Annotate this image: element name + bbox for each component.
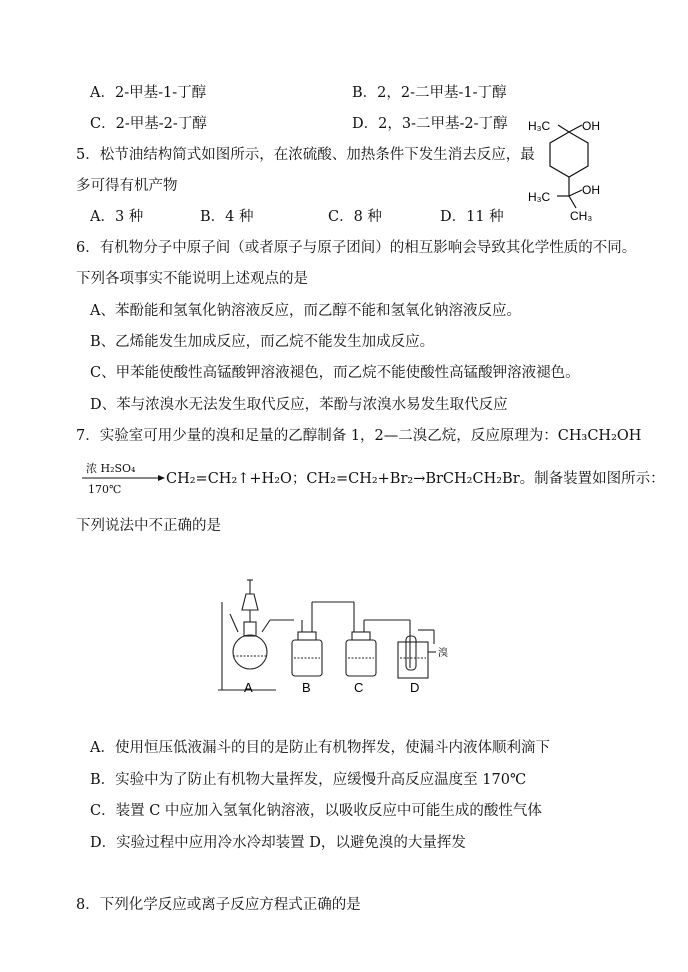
q7-option-a: A．使用恒压低液漏斗的目的是防止有机物挥发，使漏斗内液体顺利滴下 — [90, 740, 550, 756]
q4-option-b: B．2，2-二甲基-1-丁醇 — [352, 85, 507, 101]
q8-stem-line1: 8．下列化学反应或离子反应方程式正确的是 — [76, 897, 361, 913]
q7-stem-line2: CH₂=CH₂↑+H₂O；CH₂=CH₂+Br₂→BrCH₂CH₂Br。制备装置如图所示： — [166, 471, 665, 487]
struct-label-bottom-right: OH — [582, 183, 600, 197]
q7-apparatus-label-a: A — [244, 680, 253, 695]
struct-label-top-left: H₃C — [528, 119, 551, 133]
q5-structure-diagram — [524, 112, 634, 228]
struct-label-top-right: OH — [582, 119, 600, 133]
q7-stem-line3: 下列说法中不正确的是 — [76, 518, 221, 534]
q5-option-b: B．4 种 — [200, 209, 254, 225]
q4-option-c: C．2-甲基-2-丁醇 — [90, 116, 207, 132]
q6-option-b: B、乙烯能发生加成反应，而乙烷不能发生加成反应。 — [90, 334, 435, 350]
q7-apparatus-label-c: C — [354, 680, 364, 695]
q5-stem-line2: 多可得有机产物 — [76, 178, 178, 194]
q7-bromine-label: 溴 — [438, 648, 448, 659]
q6-option-a: A、苯酚能和氢氧化钠溶液反应，而乙醇不能和氢氧化钠溶液反应。 — [90, 303, 521, 319]
q6-stem-line1: 6．有机物分子中原子间（或者原子与原子团间）的相互影响会导致其化学性质的不同。 — [76, 240, 637, 256]
q5-stem-line1: 5．松节油结构简式如图所示，在浓硫酸、加热条件下发生消去反应，最 — [76, 147, 535, 163]
q7-option-b: B．实验中为了防止有机物大量挥发，应缓慢升高反应温度至 170℃ — [90, 772, 527, 788]
q7-apparatus-label-b: B — [302, 680, 311, 695]
q7-reaction-condition-bottom: 170℃ — [88, 483, 122, 496]
q5-option-d: D．11 种 — [440, 209, 504, 225]
q5-option-c: C．8 种 — [328, 209, 382, 225]
q4-option-a: A．2-甲基-1-丁醇 — [90, 85, 207, 101]
q7-reaction-arrow — [82, 474, 166, 482]
q7-option-c: C．装置 C 中应加入氢氧化钠溶液，以吸收反应中可能生成的酸性气体 — [90, 803, 542, 819]
q7-stem-line1: 7．实验室可用少量的溴和足量的乙醇制备 1，2—二溴乙烷，反应原理为：CH₃CH₂OH — [76, 428, 642, 444]
q4-option-d: D．2，3-二甲基-2-丁醇 — [352, 116, 508, 132]
struct-label-bottom-methyl: CH₃ — [570, 209, 593, 223]
q5-option-a: A．3 种 — [90, 209, 144, 225]
q7-option-d: D．实验过程中应用冷水冷却装置 D，以避免溴的大量挥发 — [90, 835, 466, 851]
q7-apparatus-diagram — [214, 572, 464, 698]
q6-option-c: C、甲苯能使酸性高锰酸钾溶液褪色，而乙烷不能使酸性高锰酸钾溶液褪色。 — [90, 365, 580, 381]
q7-apparatus-label-d: D — [410, 680, 420, 695]
q7-reaction-condition-top: 浓 H₂SO₄ — [86, 462, 136, 475]
q6-option-d: D、苯与浓溴水无法发生取代反应，苯酚与浓溴水易发生取代反应 — [90, 397, 508, 413]
q6-stem-line2: 下列各项事实不能说明上述观点的是 — [76, 271, 308, 287]
struct-label-bottom-left: H₃C — [528, 190, 551, 204]
